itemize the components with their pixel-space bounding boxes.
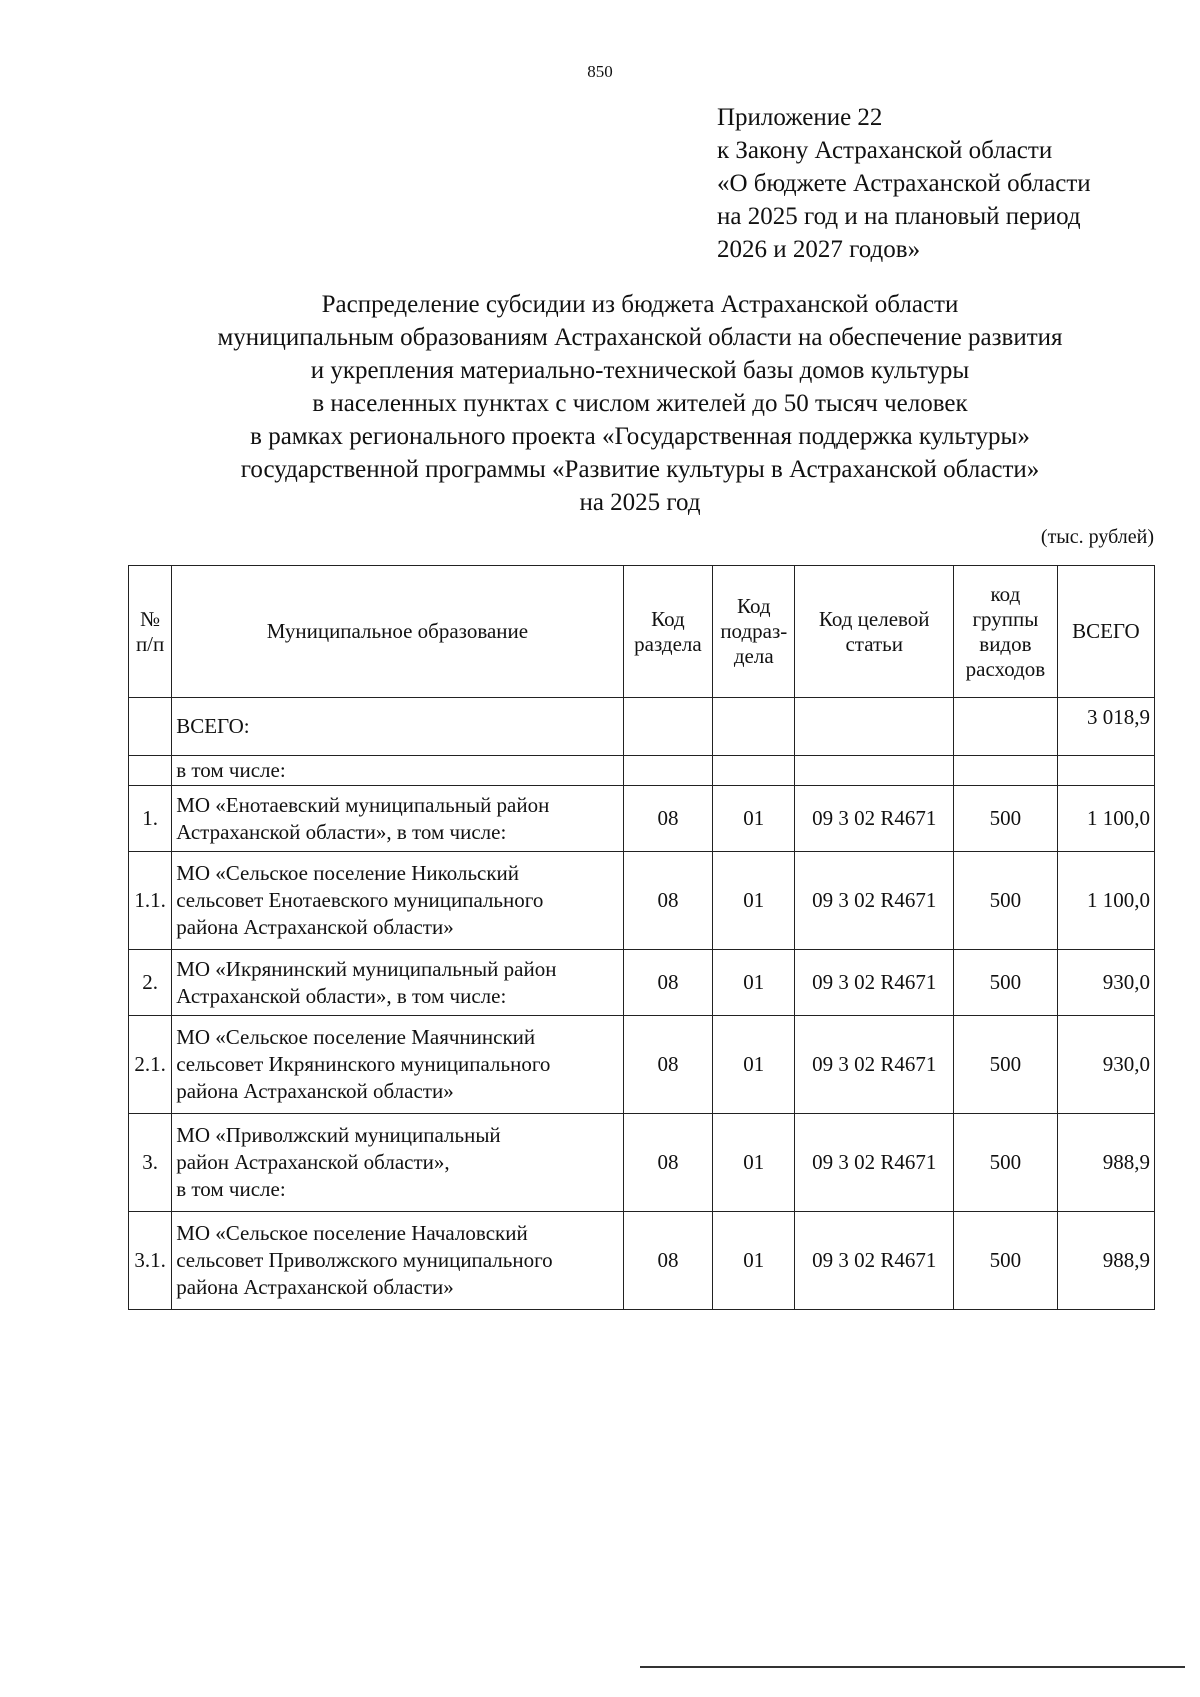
name-line: МО «Сельское поселение Маячнинский	[176, 1025, 536, 1049]
table-row	[129, 786, 1155, 852]
header-section	[623, 566, 713, 698]
row-total: 1 100,0	[1057, 786, 1154, 852]
municipality-name	[172, 786, 623, 852]
row-total: 988,9	[1057, 1212, 1154, 1310]
row-number: 3.	[129, 1114, 172, 1212]
subsection-code: 01	[713, 950, 795, 1016]
row-number: 1.1.	[129, 852, 172, 950]
municipality-name	[172, 1114, 623, 1212]
municipality-name	[172, 852, 623, 950]
name-line: сельсовет Енотаевского муниципального	[176, 888, 544, 912]
header-subsection-line: Код	[737, 594, 771, 618]
table-cell	[623, 756, 713, 786]
subsection-code: 01	[713, 1212, 795, 1310]
name-line: района Астраханской области»	[176, 1079, 454, 1103]
group-code: 500	[954, 852, 1058, 950]
document-title	[100, 288, 1180, 519]
total-value: 3 018,9	[1057, 698, 1154, 756]
units-label: (тыс. рублей)	[1040, 526, 1154, 548]
table-cell	[129, 756, 172, 786]
row-number: 3.1.	[129, 1212, 172, 1310]
table-cell	[1057, 756, 1154, 786]
header-section-line: раздела	[634, 631, 702, 656]
header-group-line: расходов	[965, 656, 1046, 681]
row-number: 2.	[129, 950, 172, 1016]
row-total: 930,0	[1057, 950, 1154, 1016]
target-code: 09 3 02 R4671	[795, 1114, 954, 1212]
name-line: МО «Икрянинский муниципальный район	[176, 956, 557, 981]
name-line: сельсовет Икрянинского муниципального	[176, 1052, 551, 1076]
table-row	[129, 852, 1155, 950]
subsidy-table	[128, 565, 1155, 1310]
header-group-line: группы	[972, 606, 1039, 631]
appendix-line: Приложение 22	[717, 104, 883, 131]
table-cell	[713, 756, 795, 786]
table-cell	[954, 756, 1058, 786]
name-line: Астраханской области», в том числе:	[176, 819, 507, 844]
municipality-name	[172, 1016, 623, 1114]
appendix-line: к Закону Астраханской области	[717, 137, 1053, 164]
name-line: МО «Енотаевский муниципальный район	[176, 792, 550, 817]
section-code: 08	[623, 852, 713, 950]
title-line: муниципальным образованиям Астраханской области на обеспечение развития	[217, 324, 1063, 351]
section-code: 08	[623, 1114, 713, 1212]
total-row	[129, 698, 1155, 756]
header-group-line: код	[990, 581, 1021, 606]
header-municipality: Муниципальное образование	[172, 566, 623, 698]
target-code: 09 3 02 R4671	[795, 1016, 954, 1114]
table-cell	[129, 698, 172, 756]
name-line: района Астраханской области»	[176, 1275, 454, 1299]
row-number: 2.1.	[129, 1016, 172, 1114]
bottom-divider	[640, 1666, 1185, 1668]
name-line: Астраханской области», в том числе:	[176, 983, 507, 1008]
header-num-line: п/п	[135, 631, 165, 656]
table-cell	[795, 698, 954, 756]
municipality-name	[172, 950, 623, 1016]
target-code: 09 3 02 R4671	[795, 852, 954, 950]
appendix-line: на 2025 год и на плановый период	[717, 203, 1081, 230]
table-row	[129, 950, 1155, 1016]
header-subsection	[713, 566, 795, 698]
header-total: ВСЕГО	[1057, 566, 1154, 698]
section-code: 08	[623, 786, 713, 852]
subsection-code: 01	[713, 1016, 795, 1114]
header-section-line: Код	[651, 606, 685, 631]
subsection-code: 01	[713, 852, 795, 950]
title-line: в населенных пунктах с числом жителей до 50 тысяч человек	[312, 390, 968, 417]
target-code: 09 3 02 R4671	[795, 1212, 954, 1310]
section-code: 08	[623, 1212, 713, 1310]
title-line: на 2025 год	[579, 489, 701, 516]
target-code: 09 3 02 R4671	[795, 786, 954, 852]
header-target	[795, 566, 954, 698]
subsection-code: 01	[713, 786, 795, 852]
header-target-line: Код целевой	[818, 606, 930, 631]
header-group-line: видов	[979, 631, 1032, 656]
group-code: 500	[954, 786, 1058, 852]
section-code: 08	[623, 1016, 713, 1114]
group-code: 500	[954, 1016, 1058, 1114]
table-row	[129, 1212, 1155, 1310]
table-cell	[954, 698, 1058, 756]
name-line: МО «Сельское поселение Началовский	[176, 1221, 528, 1245]
appendix-line: «О бюджете Астраханской области	[717, 170, 1091, 197]
municipality-name	[172, 1212, 623, 1310]
row-number: 1.	[129, 786, 172, 852]
header-target-line: статьи	[845, 631, 903, 656]
including-row	[129, 756, 1155, 786]
group-code: 500	[954, 1114, 1058, 1212]
table-row	[129, 1114, 1155, 1212]
header-subsection-line: подраз-	[720, 619, 788, 643]
header-group	[954, 566, 1058, 698]
appendix-header	[717, 101, 1187, 266]
appendix-line: 2026 и 2027 годов»	[717, 236, 921, 263]
section-code: 08	[623, 950, 713, 1016]
title-line: в рамках регионального проекта «Государственная поддержка культуры»	[250, 423, 1030, 450]
row-total: 988,9	[1057, 1114, 1154, 1212]
name-line: района Астраханской области»	[176, 915, 454, 939]
name-line: МО «Сельское поселение Никольский	[176, 861, 520, 885]
page-number: 850	[587, 62, 613, 81]
header-num	[129, 566, 172, 698]
name-line: МО «Приволжский муниципальный	[176, 1123, 501, 1147]
target-code: 09 3 02 R4671	[795, 950, 954, 1016]
table-header-row	[129, 566, 1155, 698]
table-cell	[713, 698, 795, 756]
group-code: 500	[954, 950, 1058, 1016]
total-label: ВСЕГО:	[172, 698, 623, 756]
header-subsection-line: дела	[733, 644, 774, 668]
title-line: Распределение субсидии из бюджета Астраханской области	[321, 291, 959, 318]
table-row	[129, 1016, 1155, 1114]
name-line: сельсовет Приволжского муниципального	[176, 1248, 553, 1272]
group-code: 500	[954, 1212, 1058, 1310]
subsection-code: 01	[713, 1114, 795, 1212]
title-line: государственной программы «Развитие культуры в Астраханской области»	[240, 456, 1040, 483]
row-total: 1 100,0	[1057, 852, 1154, 950]
title-line: и укрепления материально-технической базы домов культуры	[310, 357, 970, 384]
table-cell	[795, 756, 954, 786]
name-line: район Астраханской области»,	[176, 1150, 450, 1174]
table-cell	[623, 698, 713, 756]
including-label: в том числе:	[172, 756, 623, 786]
name-line: в том числе:	[176, 1177, 286, 1201]
header-num-line: №	[140, 606, 161, 631]
row-total: 930,0	[1057, 1016, 1154, 1114]
